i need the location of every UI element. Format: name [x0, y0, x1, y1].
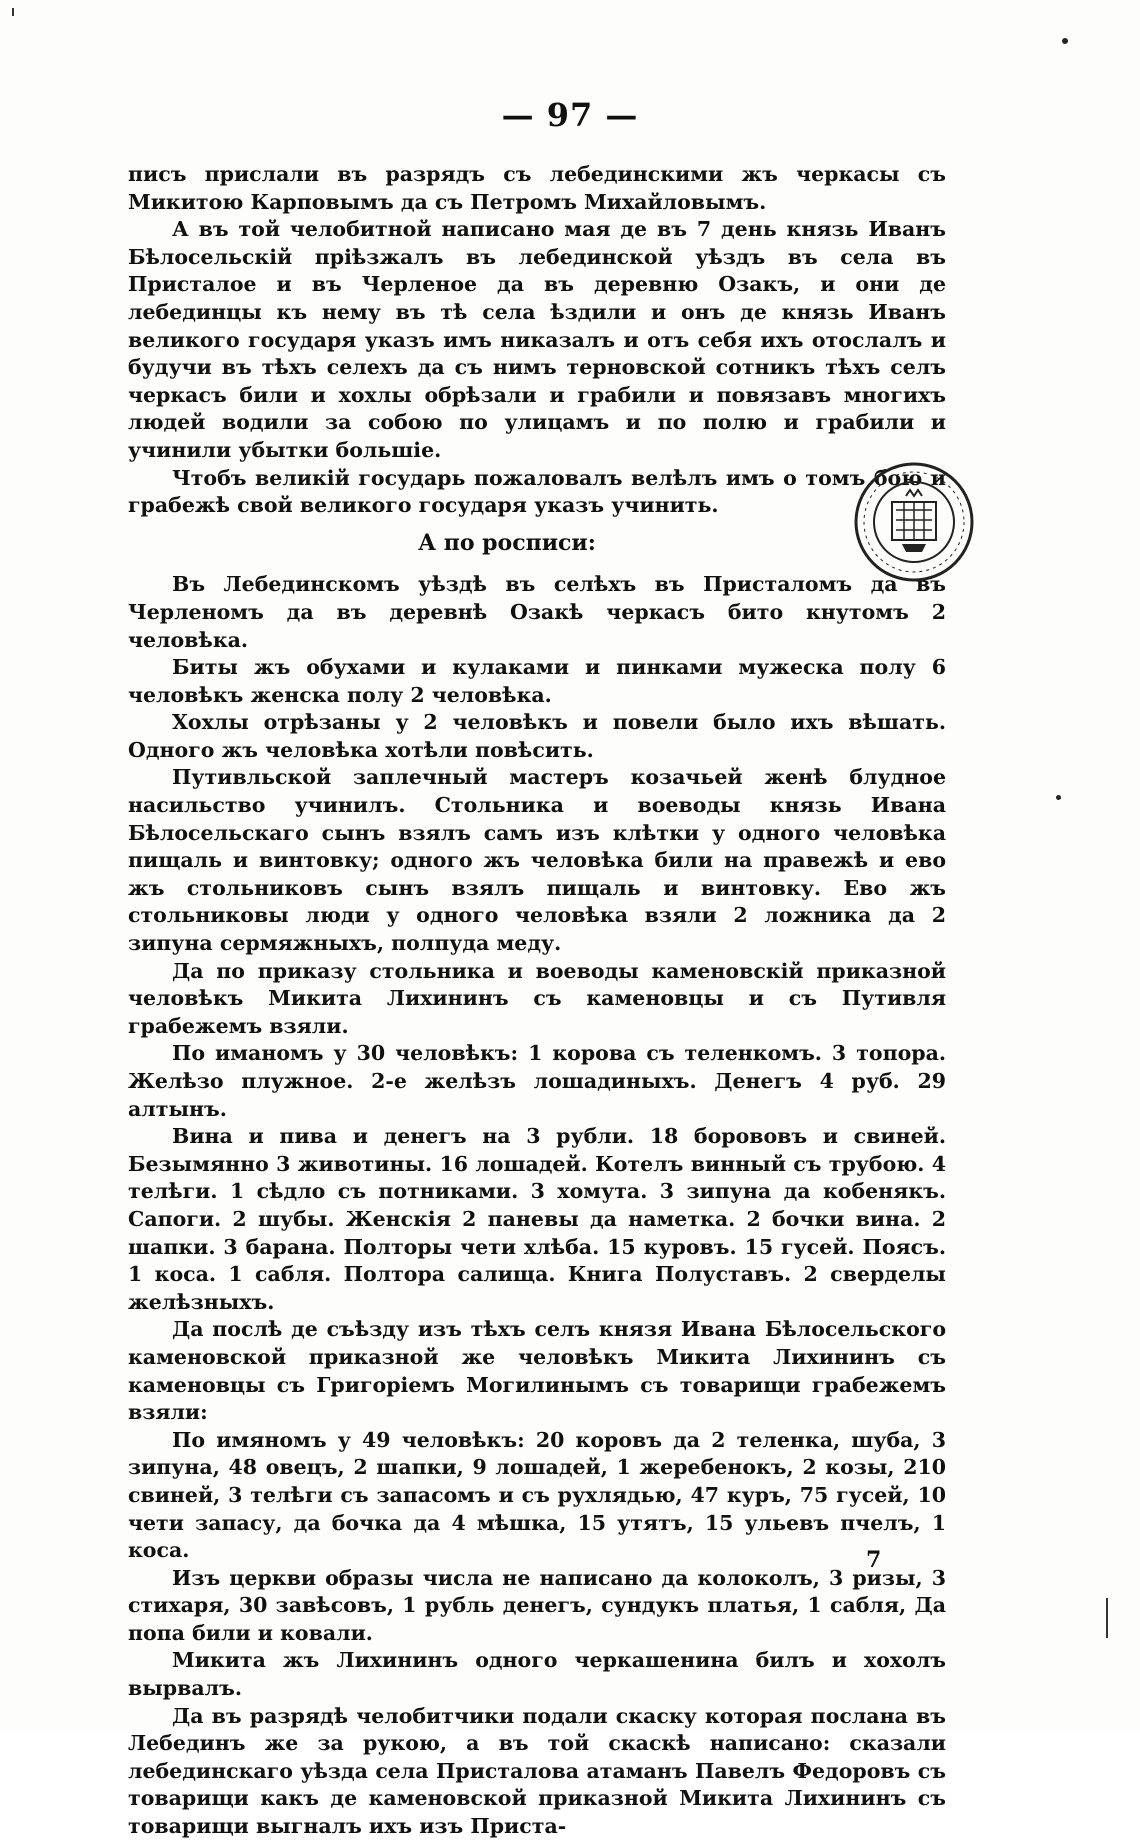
- paragraph-7: Путивльской заплечный мастеръ козачьей женѣ блудное насильство учинилъ. Стольника и воеводы князь Ивана Бѣлосельскаго сынъ взялъ самъ изъ клѣтки у одного человѣка пищаль и винтовку; одного жъ человѣка били на правежѣ и ево жъ стольниковъ сынъ взялъ пищаль и винтовку. Ево жъ стольниковы люди у одного человѣка взяли 2 ложника да 2 зипуна сермяжныхъ, полпуда меду.: [128, 765, 946, 956]
- body-text: [128, 161, 946, 1841]
- paragraph-8: Да по приказу стольника и воеводы каменовскій приказной человѣкъ Микита Лихининъ съ каменовцы и съ Путивля грабежемъ взяли.: [128, 958, 946, 1038]
- paragraph-11: Да послѣ де съѣзду изъ тѣхъ селъ князя Ивана Бѣлосельского каменовской приказной же человѣкъ Микита Лихининъ съ каменовцы съ Григоріемъ Могилинымъ съ товарищи грабежемъ взяли:: [128, 1317, 946, 1425]
- scan-edge-mark: [1106, 1598, 1108, 1638]
- paragraph-4: Въ Лебединскомъ уѣздѣ въ селѣхъ въ Присталомъ да въ Черленомъ да въ деревнѣ Озакѣ черкасъ бито кнутомъ 2 человѣка.: [128, 572, 946, 652]
- page-number: — 97 —: [501, 96, 639, 134]
- paragraph-9: По иманомъ у 30 человѣкъ: 1 корова съ теленкомъ. 3 топора. Желѣзо плужное. 2-е желѣзъ лошадиныхъ. Денегъ 4 руб. 29 алтынъ.: [128, 1041, 946, 1121]
- paragraph-13: Изъ церкви образы числа не написано да колоколъ, 3 ризы, 3 стихаря, 30 завѣсовъ, 1 рубль денегъ, сундукъ платья, 1 сабля, Да попа били и ковали.: [128, 1565, 946, 1645]
- scan-speck: [1062, 38, 1068, 44]
- library-stamp-icon: [852, 460, 976, 584]
- scan-speck: [1056, 795, 1061, 800]
- paragraph-14: Микита жъ Лихининъ одного черкашенина билъ и хохолъ вырвалъ.: [128, 1648, 946, 1701]
- scan-edge-mark: [12, 8, 14, 16]
- paragraph-6: Хохлы отрѣзаны у 2 человѣкъ и повели было ихъ вѣшать. Одного жъ человѣка хотѣли повѣсить.: [128, 710, 946, 762]
- paragraph-12: По имяномъ у 49 человѣкъ: 20 коровъ да 2 теленка, шуба, 3 зипуна, 48 овецъ, 2 шапки, 9 лошадей, 1 жеребенокъ, 2 козы, 210 свиней, 3 телѣги съ запасомъ и съ рухлядью, 47 куръ, 75 гусей, 10 чети запасу, да бочка да 4 мѣшка, 15 утятъ, 15 ульевъ пчелъ, 1 коса.: [128, 1427, 946, 1563]
- sheet-signature: 7: [866, 1547, 882, 1573]
- paragraph-5: Биты жъ обухами и кулаками и пинками мужеска полу 6 человѣкъ женска полу 2 человѣка.: [128, 655, 946, 707]
- paragraph-10: Вина и пива и денегъ на 3 рубли. 18 борововъ и свиней. Безымянно 3 животины. 16 лошадей. Котелъ винный съ трубою. 4 телѣги. 1 сѣдло съ потниками. 3 хомута. 3 зипуна да кобенякъ. Сапоги. 2 шубы. Женскія 2 паневы да наметка. 2 бочки вина. 2 шапки. 3 барана. Полторы чети хлѣба. 15 куровъ. 15 гусей. Поясъ. 1 коса. 1 сабля. Полтора салища. Книга Полуставъ. 2 сверделы желѣзныхъ.: [128, 1124, 946, 1314]
- section-heading: А по росписи:: [418, 529, 596, 556]
- paragraph-1: писъ прислали въ разрядъ съ лебединскими жъ черкасы съ Микитою Карповымъ да съ Петромъ Михайловымъ.: [128, 162, 946, 214]
- paragraph-3: Чтобъ великій государь пожаловалъ велѣлъ имъ о томъ бою и грабежѣ свой великого государя указъ учинить.: [128, 465, 946, 518]
- paragraph-15: Да въ разрядѣ челобитчики подали скаску которая послана въ Лебединъ же за рукою, а въ той скаскѣ написано: сказали лебединскагo уѣзда села Присталова атаманъ Павелъ Федоровъ съ товарищи какъ де каменовской приказной Микита Лихининъ съ товарищи выгналъ ихъ изъ Приста-: [128, 1703, 946, 1839]
- paragraph-2: А въ той челобитной написано мая де въ 7 день князь Иванъ Бѣлосельскій пріѣзжалъ въ лебединской уѣздъ въ села въ Присталое и въ Черленое да въ деревню Озакъ, и они де лебединцы къ нему въ тѣ села ѣздили и онъ де князь Иванъ великого государя указъ имъ никазалъ и отъ себя ихъ отослалъ и будучи въ тѣхъ селехъ да съ нимъ терновской сотникъ тѣхъ селъ черкасъ били и хохлы обрѣзали и грабили и повязавъ многихъ людей водили за собою по улицамъ и по полю и грабили и учинили убытки большіе.: [128, 217, 946, 462]
